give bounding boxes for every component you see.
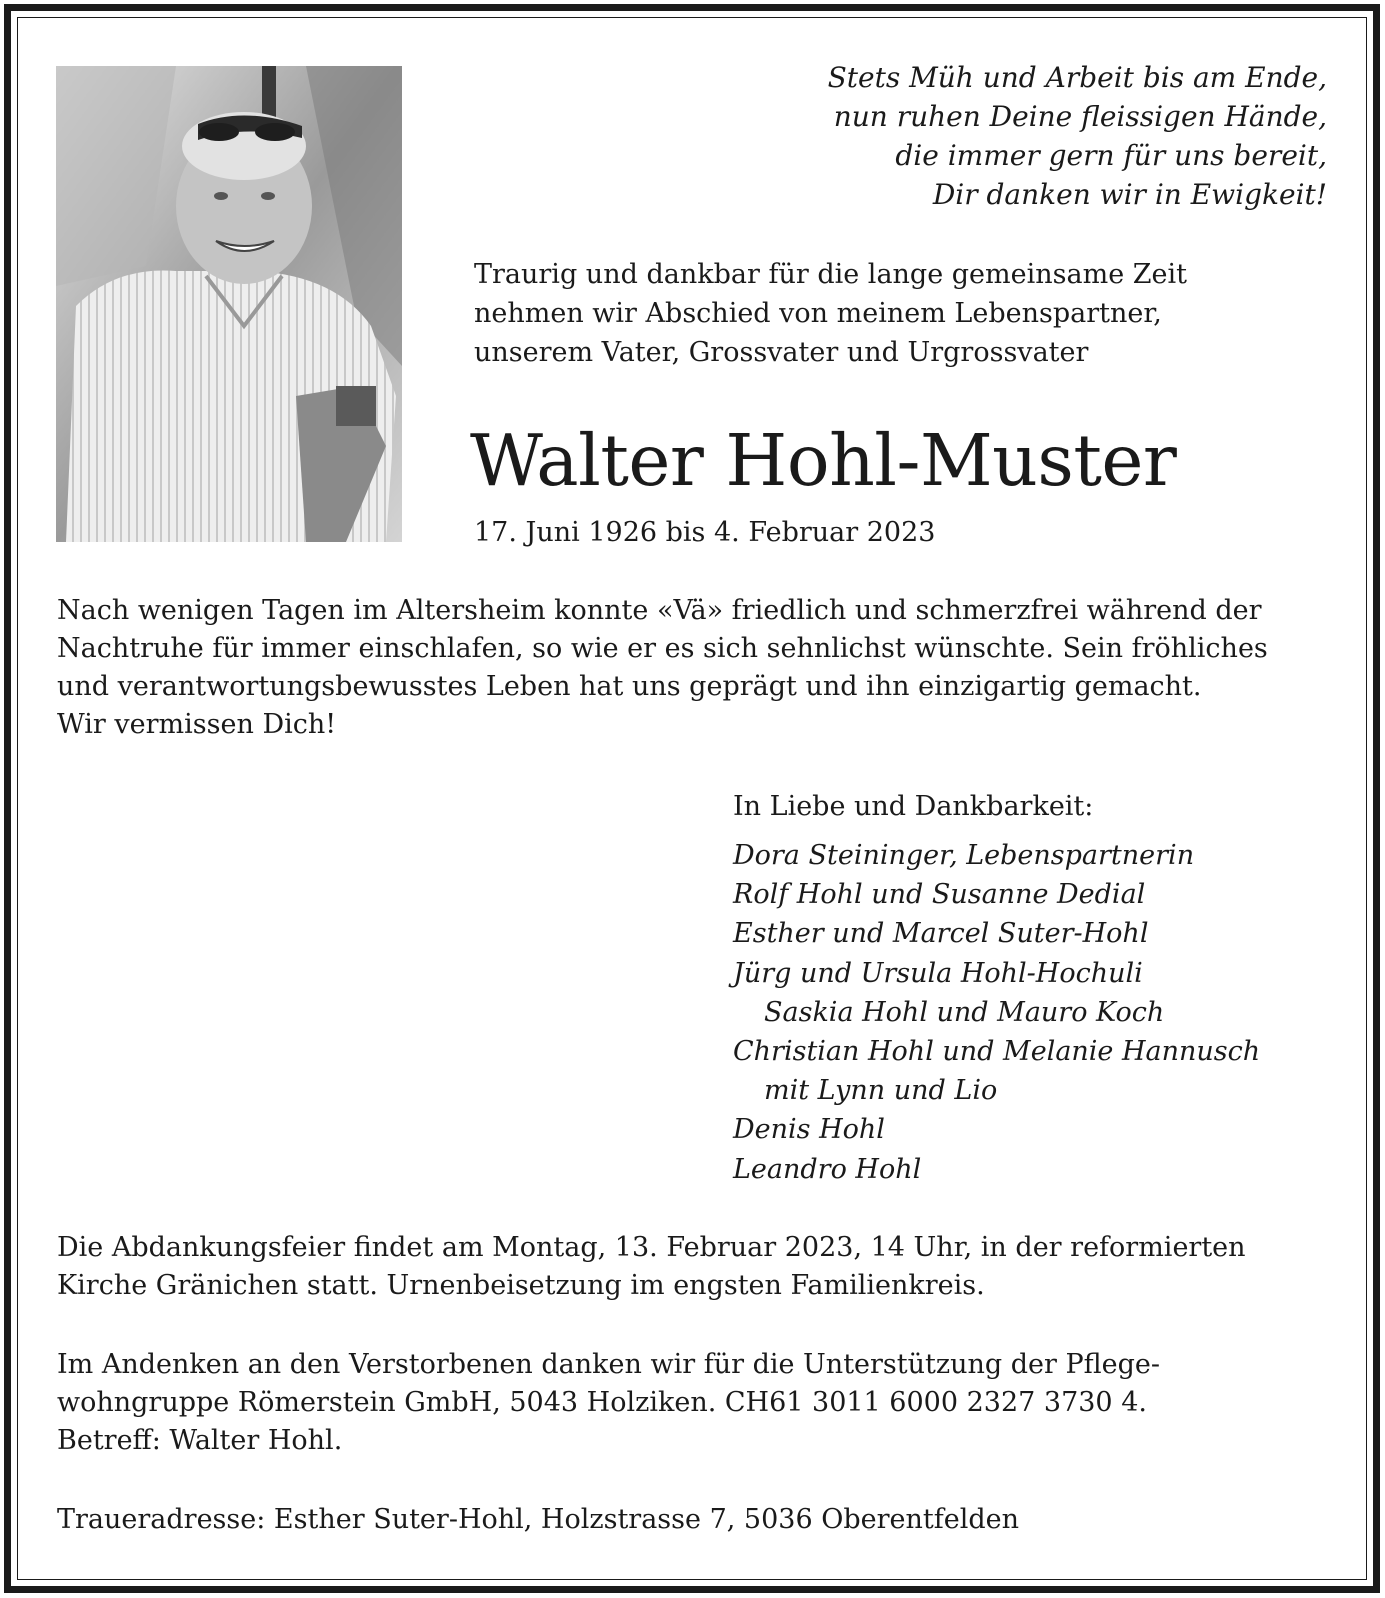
intro-text (474, 255, 1194, 372)
mourner-name: Jürg und Ursula Hohl-Hochuli (733, 957, 1143, 989)
donation-line: wohngruppe Römerstein GmbH, 5043 Holziken. CH61 3011 6000 2327 3730 4. (57, 1387, 1147, 1418)
mourner-name: Saskia Hohl und Mauro Koch (764, 996, 1165, 1028)
poem-line: Stets Müh und Arbeit bis am Ende, (827, 61, 1327, 94)
intro-line: unserem Vater, Grossvater und Urgrossvater (474, 337, 1089, 368)
donation-line: Betreff: Walter Hohl. (57, 1425, 343, 1456)
poem-line: Dir danken wir in Ewigkeit! (932, 178, 1327, 211)
mourner-name: Esther und Marcel Suter-Hohl (733, 918, 1149, 950)
donation-info (57, 1346, 1327, 1460)
ceremony-info (57, 1229, 1327, 1305)
message-line: Nach wenigen Tagen im Altersheim konnte «Vä» friedlich und schmerzfrei während der (57, 595, 1262, 626)
farewell-message (57, 592, 1327, 744)
life-dates: 17. Juni 1926 bis 4. Februar 2023 (474, 517, 936, 548)
mourner-name: mit Lynn und Lio (764, 1075, 998, 1107)
ceremony-line: Kirche Gränichen statt. Urnenbeisetzung im engsten Familienkreis. (57, 1270, 985, 1301)
poem-line: die immer gern für uns bereit, (895, 139, 1327, 172)
mourner-name: Christian Hohl und Melanie Hannusch (733, 1036, 1261, 1068)
donation-line: Im Andenken an den Verstorbenen danken wir für die Unterstützung der Pflege- (57, 1349, 1161, 1380)
message-line: Wir vermissen Dich! (57, 709, 337, 740)
deceased-name: Walter Hohl-Muster (470, 419, 1177, 502)
address-line: Traueradresse: Esther Suter-Hohl, Holzstrasse 7, 5036 Oberentfelden (57, 1504, 1019, 1535)
ceremony-line: Die Abdankungsfeier findet am Montag, 13. Februar 2023, 14 Uhr, in der reformierten (57, 1232, 1246, 1263)
message-line: und verantwortungsbewusstes Leben hat uns geprägt und ihn einzigartig gemacht. (57, 671, 1202, 702)
mourners-list (733, 836, 1260, 1189)
mourner-name: Leandro Hohl (733, 1153, 922, 1185)
poem-line: nun ruhen Deine fleissigen Hände, (833, 100, 1327, 133)
portrait-photo (56, 66, 402, 542)
intro-line: Traurig und dankbar für die lange gemeinsame Zeit (474, 259, 1187, 290)
mourners-heading: In Liebe und Dankbarkeit: (733, 791, 1094, 822)
mourner-name: Rolf Hohl und Susanne Dedial (733, 879, 1146, 911)
mourner-name: Dora Steininger, Lebenspartnerin (733, 840, 1195, 871)
message-line: Nachtruhe für immer einschlafen, so wie er es sich sehnlichst wünschte. Sein fröhliches (57, 633, 1268, 664)
poem-verse (807, 58, 1327, 214)
intro-line: nehmen wir Abschied von meinem Lebenspartner, (474, 298, 1162, 329)
mourning-address (57, 1501, 1327, 1539)
mourner-name: Denis Hohl (733, 1114, 885, 1146)
